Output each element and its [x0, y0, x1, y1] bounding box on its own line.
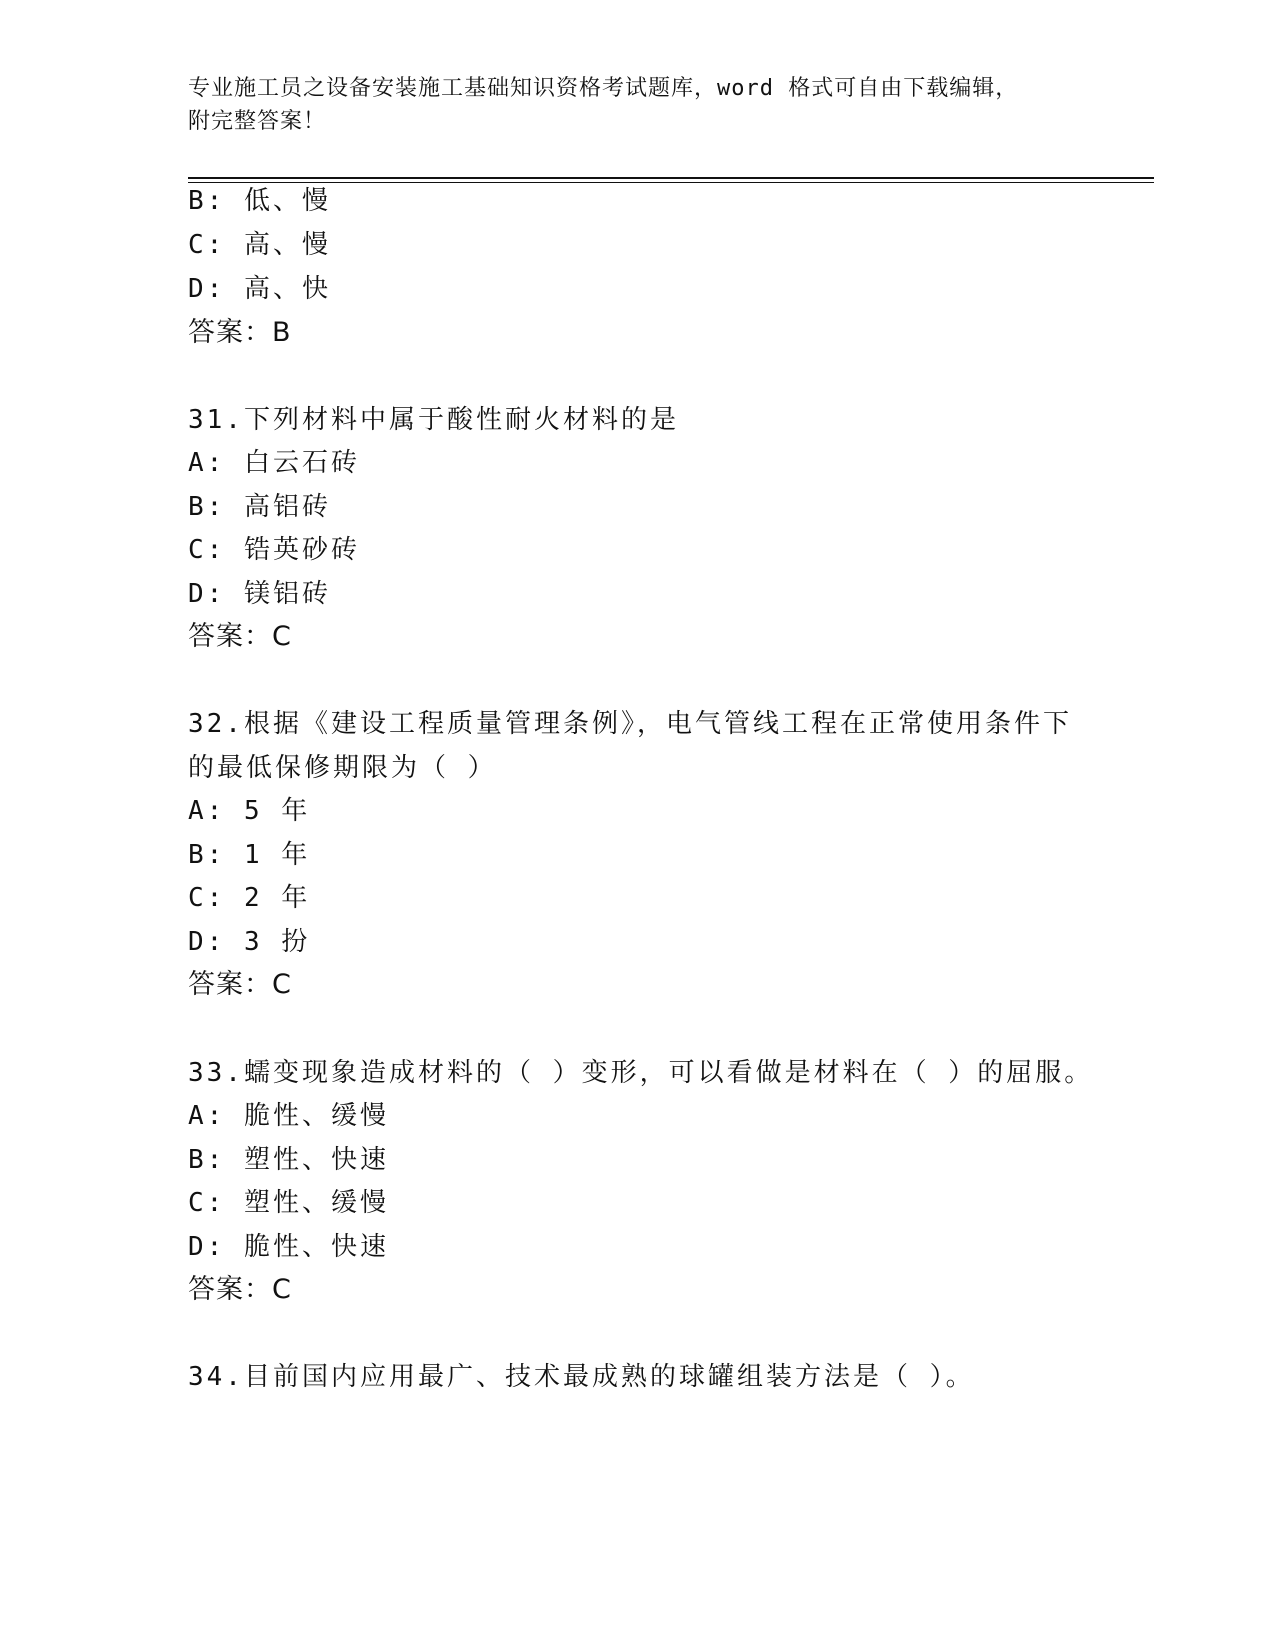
q32-answer: 答案：C	[188, 969, 292, 1000]
q30-option-d: D: 高、快	[188, 274, 331, 304]
q31-option-c: C: 锆英砂砖	[188, 535, 360, 565]
q32-stem-line-2: 的最低保修期限为（ ）	[188, 753, 497, 783]
q33-option-b: B: 塑性、快速	[188, 1145, 389, 1175]
q30-option-c: C: 高、慢	[188, 230, 331, 260]
q33-option-a: A: 脆性、缓慢	[188, 1101, 389, 1131]
q31-option-a: A: 白云石砖	[188, 448, 360, 478]
q32-option-a: A: 5 年	[188, 796, 311, 826]
q33-option-d: D: 脆性、快速	[188, 1232, 389, 1262]
q32-option-c: C: 2 年	[188, 883, 311, 913]
q32-stem-line-1: 32.根据《建设工程质量管理条例》，电气管线工程在正常使用条件下	[188, 709, 1072, 739]
q33-answer: 答案：C	[188, 1274, 292, 1305]
header-line-1: 专业施工员之设备安装施工基础知识资格考试题库，word 格式可自由下载编辑，	[188, 76, 1019, 101]
q33-option-c: C: 塑性、缓慢	[188, 1188, 389, 1218]
q31-answer: 答案：C	[188, 621, 292, 652]
q30-option-b: B: 低、慢	[188, 186, 331, 216]
q31-option-d: D: 镁铝砖	[188, 579, 331, 609]
q31-option-b: B: 高铝砖	[188, 492, 331, 522]
q34-stem: 34.目前国内应用最广、技术最成熟的球罐组装方法是（ ）。	[188, 1362, 975, 1392]
q30-answer: 答案：B	[188, 317, 292, 348]
q33-stem: 33.蠕变现象造成材料的（ ）变形，可以看做是材料在（ ）的屈服。	[188, 1058, 1094, 1088]
document-header	[188, 72, 1088, 138]
q31-stem: 31.下列材料中属于酸性耐火材料的是	[188, 405, 679, 435]
header-line-2: 附完整答案！	[188, 109, 327, 134]
q32-option-b: B: 1 年	[188, 840, 311, 870]
header-divider-thick	[188, 177, 1154, 179]
q32-option-d: D: 3 扮	[188, 927, 311, 957]
header-divider-thin	[188, 182, 1154, 183]
